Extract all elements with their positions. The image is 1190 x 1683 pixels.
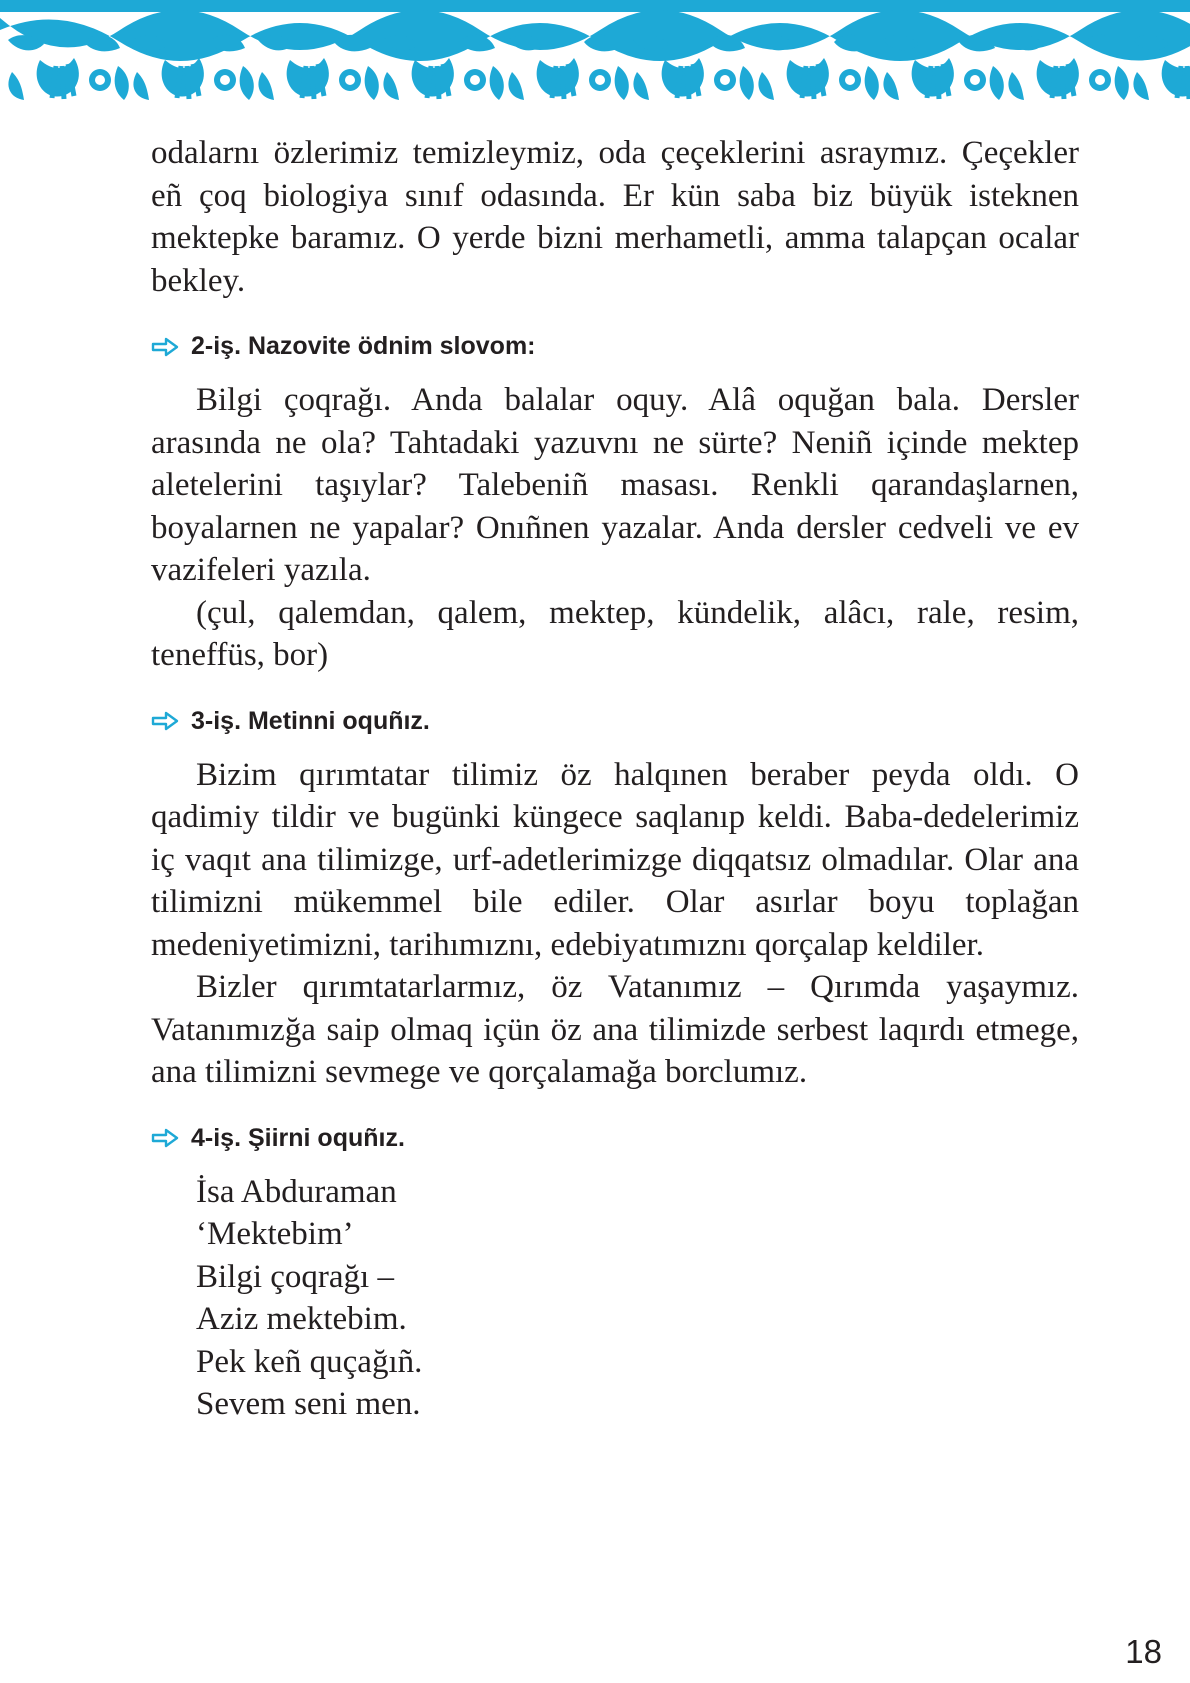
- poem-title: ‘Mektebim’: [196, 1216, 354, 1252]
- task-2-title: 2-iş. Nazovite ödnim slovom:: [191, 332, 536, 360]
- task-3-heading: [151, 707, 1079, 736]
- task-2-options: (çul, qalemdan, qalem, mektep, kündelik, alâcı, rale, resim, teneffüs, bor): [151, 594, 1079, 673]
- task-2-heading: [151, 332, 1079, 361]
- poem-line: Pek keñ quçağıñ.: [196, 1343, 423, 1380]
- task-3-paragraph-1: Bizim qırımtatar tilimiz öz halqınen beraber peyda oldı. O qadimiy tildir ve bugünki küngece saqlanıp keldi. Baba-dedelerimiz iç vaqıt ana tilimizge, urf-adetlerimizge diqqatsız olmadılar. Olar ana tilimizni mükemmel bile ediler. Olar asırlar boyu toplağan medeniyetimizni, tarihımıznı, edebiyatımıznı qorçalap keldiler.: [151, 756, 1079, 963]
- poem-line: Sevem seni men.: [196, 1386, 421, 1422]
- poem-author: İsa Abduraman: [196, 1173, 397, 1210]
- poem-line: Aziz mektebim.: [196, 1301, 407, 1337]
- arrow-right-icon: [151, 337, 179, 357]
- floral-ornament-icon: [0, 0, 1190, 106]
- task-4-heading: [151, 1124, 1079, 1153]
- page-content: [151, 132, 1079, 1426]
- task-4-title: 4-iş. Şiirni oquñız.: [191, 1123, 405, 1152]
- page-number: 18: [1125, 1633, 1162, 1670]
- arrow-right-icon: [151, 711, 179, 731]
- intro-paragraph: odalarnı özlerimiz temizleymiz, oda çeçeklerini asraymız. Çeçekler eñ çoq biologiya sınıf odasında. Er kün saba biz büyük isteknen mektepke baramız. O yerde bizni merhametli, amma talapçan ocalar bekley.: [151, 135, 1079, 299]
- task-3-paragraph-2: Bizler qırımtatarlarmız, öz Vatanımız – Qırımda yaşaymız. Vatanımızğa saip olmaq içün öz ana tilimizde serbest laqırdı etmege, ana tilimizni sevmege ve qorçalamağa borclumız.: [151, 969, 1079, 1090]
- task-3-title: 3-iş. Metinni oquñız.: [191, 706, 430, 735]
- poem-line: Bilgi çoqrağı –: [196, 1258, 394, 1295]
- task-2-paragraph: Bilgi çoqrağı. Anda balalar oquy. Alâ oquğan bala. Dersler arasında ne ola? Tahtadaki yazuvnı ne sürte? Neniñ içinde mektep aletelerini taşıylar? Talebeniñ masası. Renkli qarandaşlarnen, boyalarnen ne yapalar? Onıñnen yazalar. Anda dersler cedveli ve ev vazifeleri yazıla.: [151, 382, 1079, 588]
- arrow-right-icon: [151, 1128, 179, 1148]
- poem: [196, 1171, 1079, 1426]
